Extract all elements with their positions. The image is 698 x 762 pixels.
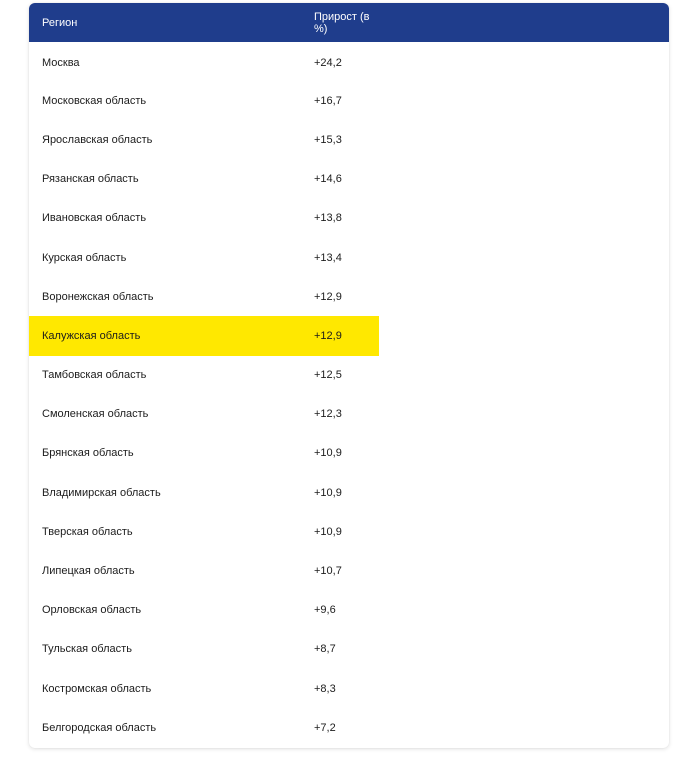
table-row bbox=[29, 316, 669, 355]
spacer-cell bbox=[379, 708, 669, 747]
table-row bbox=[29, 708, 669, 747]
region-cell: Воронежская область bbox=[42, 290, 154, 303]
growth-cell: +10,9 bbox=[314, 525, 342, 538]
growth-cell: +12,3 bbox=[314, 408, 342, 421]
growth-cell: +12,9 bbox=[314, 290, 342, 303]
growth-cell: +8,7 bbox=[314, 643, 336, 656]
table-row bbox=[29, 277, 669, 316]
spacer-cell bbox=[379, 81, 669, 120]
region-cell: Смоленская область bbox=[42, 408, 149, 421]
growth-cell: +16,7 bbox=[314, 94, 342, 107]
growth-cell: +10,7 bbox=[314, 565, 342, 578]
growth-cell: +13,8 bbox=[314, 212, 342, 225]
region-cell: Ярославская область bbox=[42, 133, 153, 146]
spacer-cell bbox=[379, 512, 669, 551]
region-cell: Московская область bbox=[42, 94, 147, 107]
table-row bbox=[29, 630, 669, 669]
growth-cell: +8,3 bbox=[314, 682, 336, 695]
region-cell: Брянская область bbox=[42, 447, 134, 460]
table-row bbox=[29, 669, 669, 708]
spacer-cell bbox=[379, 238, 669, 277]
region-cell: Тульская область bbox=[42, 643, 132, 656]
region-cell: Москва bbox=[42, 57, 80, 70]
growth-cell: +12,9 bbox=[314, 316, 379, 355]
table-row bbox=[29, 120, 669, 159]
column-header-spacer bbox=[379, 3, 669, 42]
table-row bbox=[29, 591, 669, 630]
column-header-region[interactable]: Регион bbox=[42, 16, 78, 29]
table-body bbox=[29, 42, 669, 747]
region-cell: Владимирская область bbox=[42, 486, 161, 499]
region-cell: Ивановская область bbox=[42, 212, 147, 225]
region-cell: Тверская область bbox=[42, 525, 133, 538]
table-header bbox=[29, 3, 669, 42]
spacer-cell bbox=[379, 591, 669, 630]
spacer-cell bbox=[379, 120, 669, 159]
spacer-cell bbox=[379, 356, 669, 395]
growth-cell: +24,2 bbox=[314, 57, 342, 70]
growth-cell: +7,2 bbox=[314, 721, 336, 734]
table-row bbox=[29, 160, 669, 199]
spacer-cell bbox=[379, 551, 669, 590]
data-table-card bbox=[29, 3, 669, 748]
region-cell: Рязанская область bbox=[42, 173, 139, 186]
region-cell: Калужская область bbox=[29, 316, 314, 355]
region-growth-table bbox=[29, 3, 669, 747]
region-cell: Липецкая область bbox=[42, 565, 135, 578]
region-cell: Тамбовская область bbox=[42, 369, 147, 382]
spacer-cell bbox=[379, 199, 669, 238]
spacer-cell bbox=[379, 316, 669, 355]
table-row bbox=[29, 42, 669, 81]
spacer-cell bbox=[379, 473, 669, 512]
growth-cell: +14,6 bbox=[314, 173, 342, 186]
growth-cell: +15,3 bbox=[314, 133, 342, 146]
spacer-cell bbox=[379, 42, 669, 81]
region-cell: Курская область bbox=[42, 251, 127, 264]
table-row bbox=[29, 395, 669, 434]
growth-cell: +10,9 bbox=[314, 486, 342, 499]
spacer-cell bbox=[379, 277, 669, 316]
region-cell: Костромская область bbox=[42, 682, 152, 695]
region-cell: Орловская область bbox=[42, 604, 142, 617]
spacer-cell bbox=[379, 395, 669, 434]
spacer-cell bbox=[379, 630, 669, 669]
growth-cell: +9,6 bbox=[314, 604, 336, 617]
table-row bbox=[29, 81, 669, 120]
growth-cell: +10,9 bbox=[314, 447, 342, 460]
spacer-cell bbox=[379, 434, 669, 473]
table-row bbox=[29, 551, 669, 590]
table-row bbox=[29, 473, 669, 512]
table-row bbox=[29, 356, 669, 395]
table-row bbox=[29, 199, 669, 238]
spacer-cell bbox=[379, 160, 669, 199]
spacer-cell bbox=[379, 669, 669, 708]
table-row bbox=[29, 512, 669, 551]
region-cell: Белгородская область bbox=[42, 721, 157, 734]
table-row bbox=[29, 434, 669, 473]
table-header-row bbox=[29, 3, 669, 42]
column-header-growth[interactable]: Прирост (в %) bbox=[314, 10, 370, 35]
growth-cell: +13,4 bbox=[314, 251, 342, 264]
table-row bbox=[29, 238, 669, 277]
growth-cell: +12,5 bbox=[314, 369, 342, 382]
